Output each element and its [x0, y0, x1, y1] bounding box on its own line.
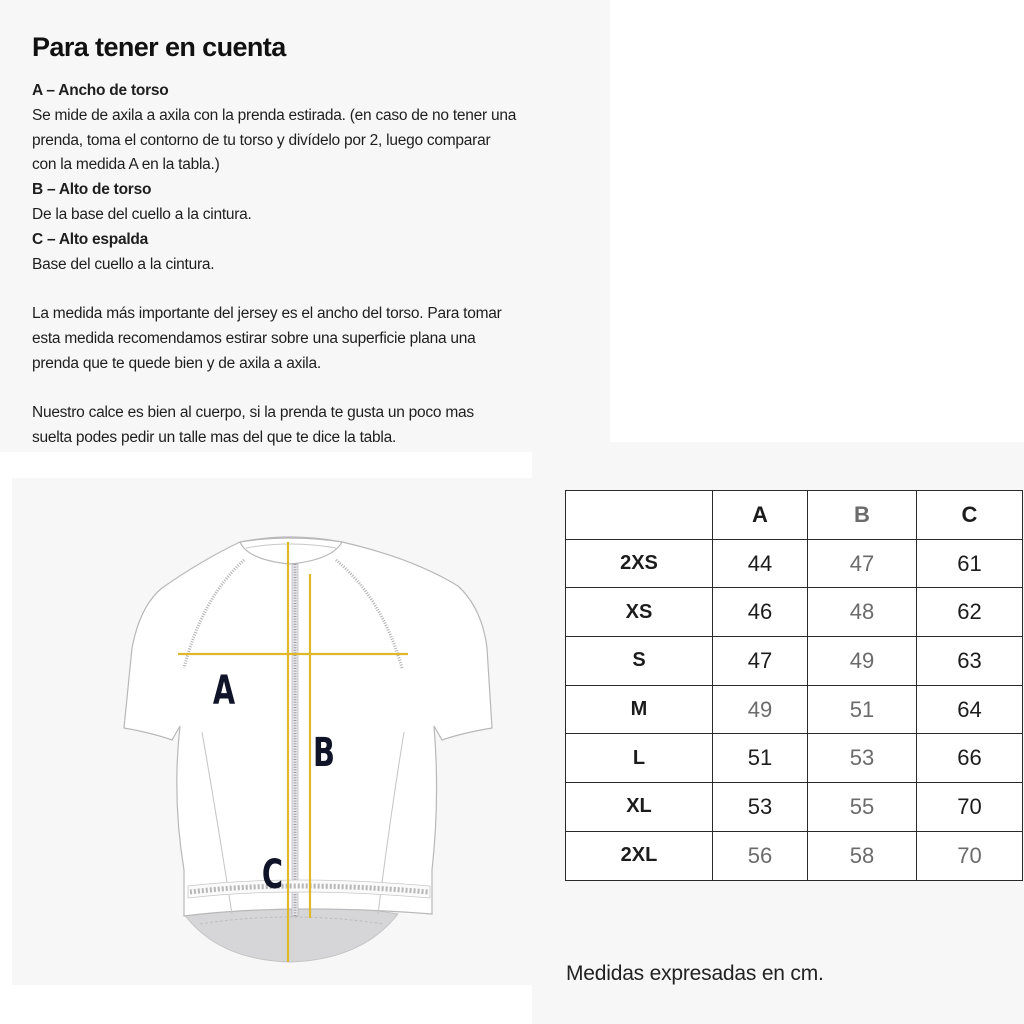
- note-line: De la base del cuello a la cintura.: [32, 205, 252, 223]
- measure-cell-b: 58: [808, 831, 917, 880]
- label-c: C: [261, 852, 283, 899]
- table-row: [566, 588, 1023, 637]
- measure-cell-b: 55: [808, 783, 917, 832]
- paragraph-line: esta medida recomendamos estirar sobre una superficie plana una: [32, 329, 476, 347]
- measure-cell-c: 70: [917, 783, 1023, 832]
- note-heading-a: A – Ancho de torso: [32, 82, 169, 99]
- measure-cell-a: 49: [713, 685, 808, 734]
- jersey-diagram: [12, 478, 532, 985]
- measure-cell-c: 70: [917, 831, 1023, 880]
- size-label: XL: [566, 783, 713, 832]
- measure-cell-c: 61: [917, 539, 1023, 588]
- size-label: XS: [566, 588, 713, 637]
- size-label: M: [566, 685, 713, 734]
- paragraph-line: suelta podes pedir un talle mas del que te dice la tabla.: [32, 429, 397, 447]
- header-c: C: [917, 491, 1023, 540]
- paragraph-line: La medida más importante del jersey es el ancho del torso. Para tomar: [32, 305, 502, 323]
- measure-cell-c: 64: [917, 685, 1023, 734]
- paragraph-line: Nuestro calce es bien al cuerpo, si la prenda te gusta un poco mas: [32, 404, 474, 422]
- spacer: [32, 377, 612, 402]
- paragraph-line: prenda que te quede bien y de axila a axila.: [32, 354, 321, 372]
- table-row: [566, 831, 1023, 880]
- measure-cell-b: 51: [808, 685, 917, 734]
- label-b: B: [312, 730, 335, 777]
- measure-cell-a: 51: [713, 734, 808, 783]
- jersey-diagram-panel: [12, 478, 532, 985]
- page-title: Para tener en cuenta: [32, 32, 286, 62]
- measure-cell-a: 44: [713, 539, 808, 588]
- jersey-back-hem: [184, 905, 398, 962]
- measure-cell-a: 47: [713, 637, 808, 686]
- note-heading-c: C – Alto espalda: [32, 230, 149, 248]
- spacer: [32, 277, 612, 302]
- measure-cell-a: 46: [713, 588, 808, 637]
- jersey-body: [124, 537, 492, 916]
- header-size: [566, 491, 713, 540]
- header-a: A: [713, 491, 808, 540]
- notes-body: [32, 79, 612, 451]
- measure-cell-b: 47: [808, 539, 917, 588]
- size-label: L: [566, 734, 713, 783]
- size-label: S: [566, 637, 713, 686]
- size-table: [565, 490, 1023, 881]
- notes-panel: [0, 0, 610, 452]
- note-heading-b: B – Alto de torso: [32, 181, 152, 199]
- size-table-panel: [532, 442, 1024, 1024]
- measure-cell-c: 66: [917, 734, 1023, 783]
- units-footnote: Medidas expresadas en cm.: [566, 962, 824, 985]
- note-line: con la medida A en la tabla.): [32, 156, 220, 174]
- measure-cell-c: 62: [917, 588, 1023, 637]
- measure-cell-b: 49: [808, 637, 917, 686]
- table-row: [566, 539, 1023, 588]
- measure-cell-b: 48: [808, 588, 917, 637]
- table-row: [566, 734, 1023, 783]
- size-label: 2XL: [566, 831, 713, 880]
- header-b: B: [808, 491, 917, 540]
- label-a: A: [212, 668, 236, 715]
- note-line: Se mide de axila a axila con la prenda estirada. (en caso de no tener una: [32, 106, 517, 124]
- measure-cell-b: 53: [808, 734, 917, 783]
- measure-cell-a: 56: [713, 831, 808, 880]
- table-header-row: [566, 491, 1023, 540]
- measure-cell-c: 63: [917, 637, 1023, 686]
- note-line: prenda, toma el contorno de tu torso y divídelo por 2, luego comparar: [32, 131, 491, 149]
- measure-cell-a: 53: [713, 783, 808, 832]
- size-label: 2XS: [566, 539, 713, 588]
- table-row: [566, 685, 1023, 734]
- note-line: Base del cuello a la cintura.: [32, 255, 215, 273]
- table-row: [566, 783, 1023, 832]
- table-row: [566, 637, 1023, 686]
